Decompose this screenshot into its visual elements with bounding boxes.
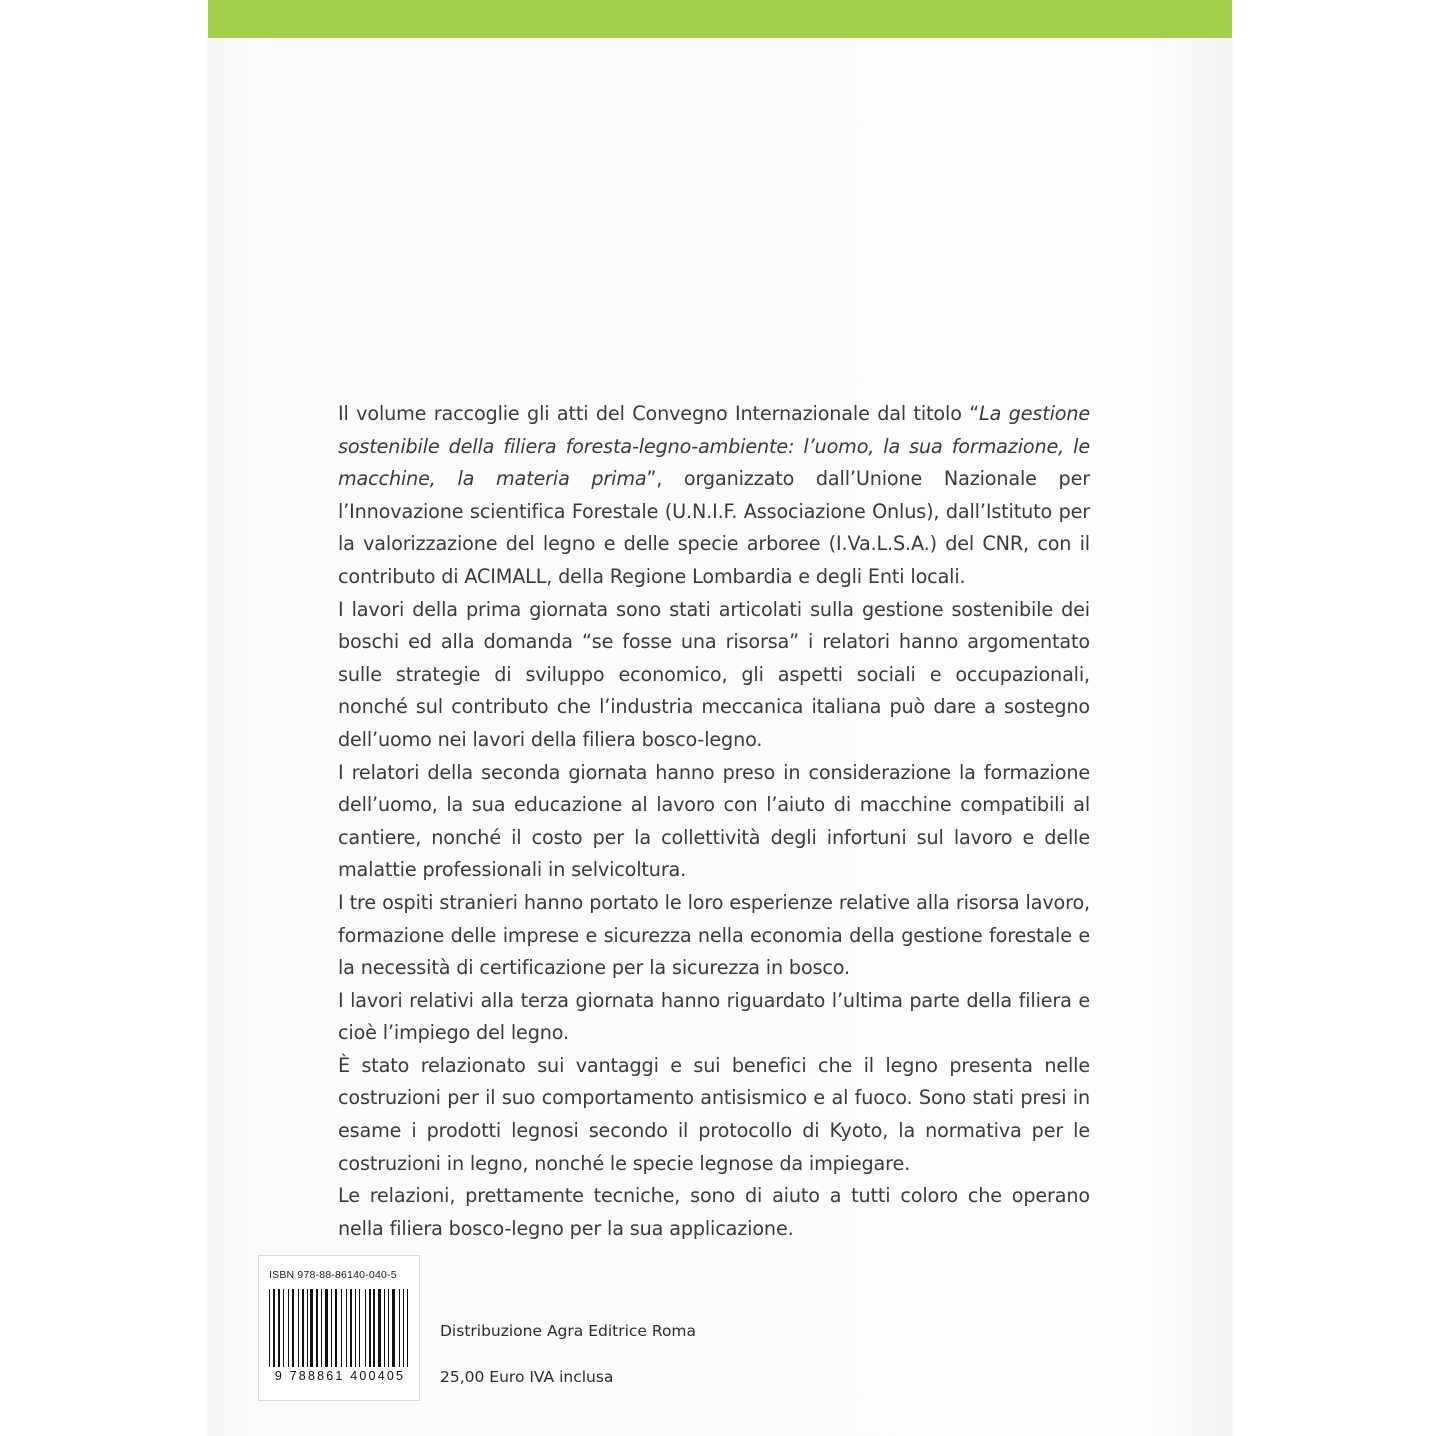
convegno-title-italic: La gestione sostenibile della filiera foresta-legno-ambiente: l’uomo, la sua formazione, le macchine, la materia prima: [338, 402, 1090, 491]
barcode-bars: [269, 1289, 411, 1367]
isbn-barcode: [258, 1255, 420, 1401]
blurb-paragraph-1: [338, 398, 1090, 594]
cover-surface: [208, 0, 1232, 1436]
blurb-paragraph-3: I relatori della seconda giornata hanno preso in considerazione la formazione dell’uomo, la sua educazione al lavoro con l’aiuto di macchine compatibili al cantiere, nonché il costo per la collettività degli infortuni sul lavoro e delle malattie professionali in selvicoltura.: [338, 760, 1090, 882]
blurb-text-block: [338, 398, 1090, 1245]
barcode-digits: 9 788861 400405: [274, 1369, 406, 1383]
blurb-paragraph-7: Le relazioni, prettamente tecniche, sono di aiuto a tutti coloro che operano nella filiera bosco-legno per la sua applicazione.: [338, 1184, 1090, 1240]
blurb-p1-part-b: ”, organizzato dall’Unione Nazionale per l’Innovazione scientifica Forestale (U.N.I.F. Associazione Onlus), dall’Istituto per la valorizzazione del legno e delle specie arboree (I.Va.L.S.A.) del CNR, con il contributo di ACIMALL, della Regione Lombardia e degli Enti locali.: [338, 467, 1090, 588]
price-line: 25,00 Euro IVA inclusa: [440, 1368, 614, 1386]
blurb-paragraph-6: È stato relazionato sui vantaggi e sui benefici che il legno presenta nelle costruzioni per il suo comportamento antisismico e al fuoco. Sono stati presi in esame i prodotti legnosi secondo il protocollo di Kyoto, la normativa per le costruzioni in legno, nonché le specie legnose da impiegare.: [338, 1053, 1090, 1175]
distributor-line: Distribuzione Agra Editrice Roma: [440, 1322, 697, 1340]
blurb-paragraph-5: I lavori relativi alla terza giornata hanno riguardato l’ultima parte della filiera e cioè l’impiego del legno.: [338, 988, 1090, 1045]
blurb-paragraph-2: I lavori della prima giornata sono stati articolati sulla gestione sostenibile dei boschi ed alla domanda “se fosse una risorsa” i relatori hanno argomentato sulle strategie di sviluppo economico, gli aspetti sociali e occupazionali, nonché sul contributo che l’industria meccanica italiana può dare a sostegno dell’uomo nei lavori della filiera bosco-legno.: [338, 597, 1090, 751]
blurb-paragraph-4: I tre ospiti stranieri hanno portato le loro esperienze relative alla risorsa lavoro, formazione delle imprese e sicurezza nella economia della gestione forestale e la necessità di certificazione per la sicurezza in bosco.: [338, 890, 1090, 980]
isbn-label: ISBN 978-88-86140-040-5: [269, 1269, 397, 1281]
book-back-cover: [208, 0, 1232, 1436]
blurb-p1-part-a: Il volume raccoglie gli atti del Convegno Internazionale dal titolo “: [338, 402, 980, 425]
top-green-band: [208, 0, 1232, 38]
